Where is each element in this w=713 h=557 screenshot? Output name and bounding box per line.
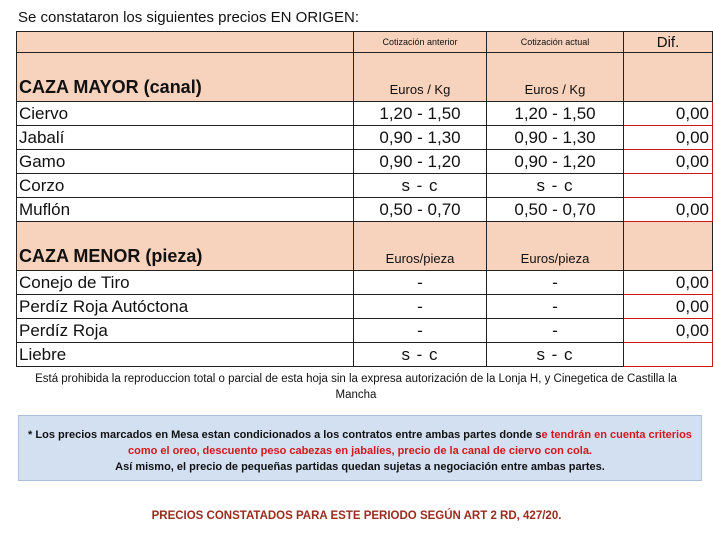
species-name: Corzo — [17, 174, 354, 198]
menor-section-header — [17, 222, 713, 271]
price-previous: 0,50 - 0,70 — [354, 198, 487, 222]
price-previous: s - c — [354, 174, 487, 198]
price-current: - — [487, 295, 624, 319]
mayor-section-header — [17, 53, 713, 102]
price-difference: 0,00 — [624, 319, 713, 343]
price-current: 1,20 - 1,50 — [487, 102, 624, 126]
note-part3: Así mismo, el precio de pequeñas partidas quedan sujetas a negociación entre ambas partes. — [115, 461, 605, 473]
table-row — [17, 174, 713, 198]
mayor-unit-prev: Euros / Kg — [354, 53, 487, 102]
header-prev: Cotización anterior — [354, 32, 487, 53]
table-row — [17, 319, 713, 343]
species-name: Ciervo — [17, 102, 354, 126]
footer-text: PRECIOS CONSTATADOS PARA ESTE PERIODO SEGÚN ART 2 RD, 427/20. — [151, 510, 562, 522]
menor-unit-prev: Euros/pieza — [354, 222, 487, 271]
mayor-unit-dif — [624, 53, 713, 102]
price-previous: s - c — [354, 343, 487, 367]
price-current: 0,90 - 1,20 — [487, 150, 624, 174]
price-current: 0,50 - 0,70 — [487, 198, 624, 222]
price-difference — [624, 343, 713, 367]
price-difference: 0,00 — [624, 150, 713, 174]
note-part1: * Los precios marcados en Mesa estan condicionados a los contratos entre ambas partes donde s — [28, 429, 542, 441]
menor-unit-curr: Euros/pieza — [487, 222, 624, 271]
header-row — [17, 32, 713, 53]
price-previous: 1,20 - 1,50 — [354, 102, 487, 126]
note-part2: e tendrán en cuenta criterios como el oreo, descuento peso cabezas en jabalíes, precio de la canal de ciervo con cola. — [127, 429, 692, 457]
price-difference: 0,00 — [624, 126, 713, 150]
price-previous: - — [354, 271, 487, 295]
table-row — [17, 150, 713, 174]
menor-unit-dif — [624, 222, 713, 271]
price-difference: 0,00 — [624, 102, 713, 126]
table-row — [17, 102, 713, 126]
species-name: Muflón — [17, 198, 354, 222]
table-row — [17, 343, 713, 367]
price-table — [16, 31, 713, 367]
species-name: Liebre — [17, 343, 354, 367]
species-name: Jabalí — [17, 126, 354, 150]
species-name: Perdíz Roja — [17, 319, 354, 343]
price-previous: 0,90 - 1,30 — [354, 126, 487, 150]
price-difference: 0,00 — [624, 295, 713, 319]
price-current: s - c — [487, 174, 624, 198]
price-note-box — [18, 415, 702, 481]
price-difference: 0,00 — [624, 198, 713, 222]
copyright-notice: Está prohibida la reproduccion total o parcial de esta hoja sin la expresa autorización de la Lonja H, y Cinegetica de Castilla la Mancha — [35, 373, 677, 401]
price-previous: 0,90 - 1,20 — [354, 150, 487, 174]
price-previous: - — [354, 295, 487, 319]
price-current: - — [487, 271, 624, 295]
species-name: Gamo — [17, 150, 354, 174]
price-current: s - c — [487, 343, 624, 367]
header-curr: Cotización actual — [487, 32, 624, 53]
menor-title: CAZA MENOR (pieza) — [17, 222, 354, 271]
table-row — [17, 295, 713, 319]
header-empty-cell — [17, 32, 354, 53]
table-row — [17, 126, 713, 150]
mayor-unit-curr: Euros / Kg — [487, 53, 624, 102]
intro-text: Se constataron los siguientes precios EN ORIGEN: — [18, 9, 359, 26]
price-difference — [624, 174, 713, 198]
table-row — [17, 198, 713, 222]
price-current: - — [487, 319, 624, 343]
price-previous: - — [354, 319, 487, 343]
price-current: 0,90 - 1,30 — [487, 126, 624, 150]
table-row — [17, 271, 713, 295]
species-name: Conejo de Tiro — [17, 271, 354, 295]
price-difference: 0,00 — [624, 271, 713, 295]
header-dif: Dif. — [624, 32, 713, 53]
species-name: Perdíz Roja Autóctona — [17, 295, 354, 319]
mayor-title: CAZA MAYOR (canal) — [17, 53, 354, 102]
